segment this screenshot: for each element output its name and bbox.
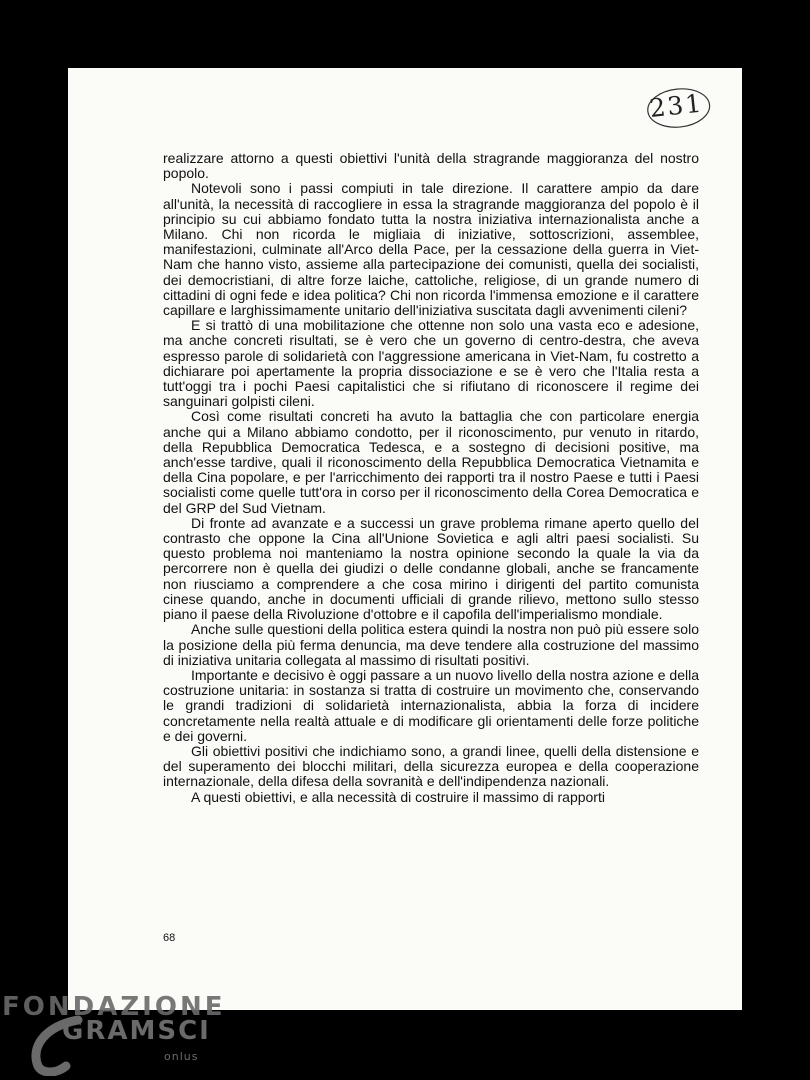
paragraph: Così come risultati concreti ha avuto la battaglia che con particolare energia anche qui a Milano abbiamo condotto, per il riconoscimento, pur venuto in ritardo, della Repubblica Democratica Tedesca, e a sostegno di decisioni positive, ma anch'esse tardive, quali il riconoscimento della Repubblica Democratica Vietnamita e della Cina popolare, e per l'arricchimento dei rapporti tra il nostro Paese e tutti i Paesi socialisti come quelle tutt'ora in corso per il riconoscimento della Corea Democratica e del GRP del Sud Vietnam. [163, 408, 699, 516]
document-page [68, 68, 742, 1010]
paragraph: Di fronte ad avanzate e a successi un grave problema rimane aperto quello del contrasto che oppone la Cina all'Unione Sovietica e agli altri paesi socialisti. Su questo problema noi manteniamo la nostra opinione secondo la quale la via da percorrere non è quella dei giudizi o delle condanne globali, anche se francamente non riusciamo a comprendere a che cosa mirino i dirigenti del partito comunista cinese quando, anche in documenti ufficiali di grande rilievo, mettono sullo stesso piano il paese della Rivoluzione d'ottobre e il capofila dell'imperialismo mondiale. [163, 514, 699, 623]
paragraph: Anche sulle questioni della politica estera quindi la nostra non può più essere solo la posizione della più ferma denuncia, ma deve tendere alla costruzione del massimo di iniziativa unitaria collegata al massimo di risultati positivi. [163, 621, 699, 668]
watermark-line1: FONDAZIONE [2, 992, 226, 1022]
watermark-logo [0, 990, 240, 1080]
paragraph: Importante e decisivo è oggi passare a un nuovo livello della nostra azione e della costruzione unitaria: in sostanza si tratta di costruire un movimento che, conservando le grandi tradizioni di solidarietà internazionalista, abbia la forza di incidere concretamente nella realtà attuale e di modificare gli orientamenti delle forze politiche e dei governi. [163, 666, 699, 744]
archive-stamp [648, 88, 710, 134]
paragraph: Gli obiettivi positivi che indichiamo sono, a grandi linee, quelli della distensione e del superamento dei blocchi militari, della sicurezza europea e della cooperazione internazionale, della difesa della sovranità e dell'indipendenza nazionali. [163, 742, 699, 790]
watermark-sub: onlus [164, 1050, 199, 1063]
body-text [163, 151, 699, 805]
paragraph: A questi obiettivi, e alla necessità di costruire il massimo di rapporti [191, 788, 605, 805]
page-number: 68 [163, 932, 176, 944]
stamp-number: 231 [648, 88, 705, 123]
watermark-line2: GRAMSCI [62, 1016, 211, 1046]
paragraph: E si trattò di una mobilitazione che ottenne non solo una vasta eco e adesione, ma anche concreti risultati, se è vero che un governo di centro-destra, che aveva espresso parole di solidarietà con l'aggressione americana in Viet-Nam, fu costretto a dichiarare poi apertamente la propria dissociazione e se è vero che l'Italia resta a tutt'oggi tra i pochi Paesi capitalistici che si rifiutano di riconoscere il regime dei sanguinari golpisti cileni. [163, 317, 699, 410]
paragraph: realizzare attorno a questi obiettivi l'unità della stragrande maggioranza del nostro popolo. [163, 150, 699, 182]
paragraph: Notevoli sono i passi compiuti in tale direzione. Il carattere ampio da dare all'unità, la necessità di raccogliere in essa la stragrande maggioranza del popolo è il principio su cui abbiamo fondato tutta la nostra iniziativa internazionalista anche a Milano. Chi non ricorda le migliaia di iniziative, sottoscrizioni, assemblee, manifestazioni, culminate all'Arco della Pace, per la cessazione della guerra in Viet-Nam che hanno visto, assieme alla partecipazione dei comunisti, quella dei socialisti, dei democristiani, di altre forze laiche, cattoliche, religiose, di un grande numero di cittadini di ogni fede e idea politica? Chi non ricorda l'immensa emozione e il carattere capillare e larghissimamente unitario dell'iniziativa suscitata dagli avvenimenti cileni? [163, 180, 699, 319]
